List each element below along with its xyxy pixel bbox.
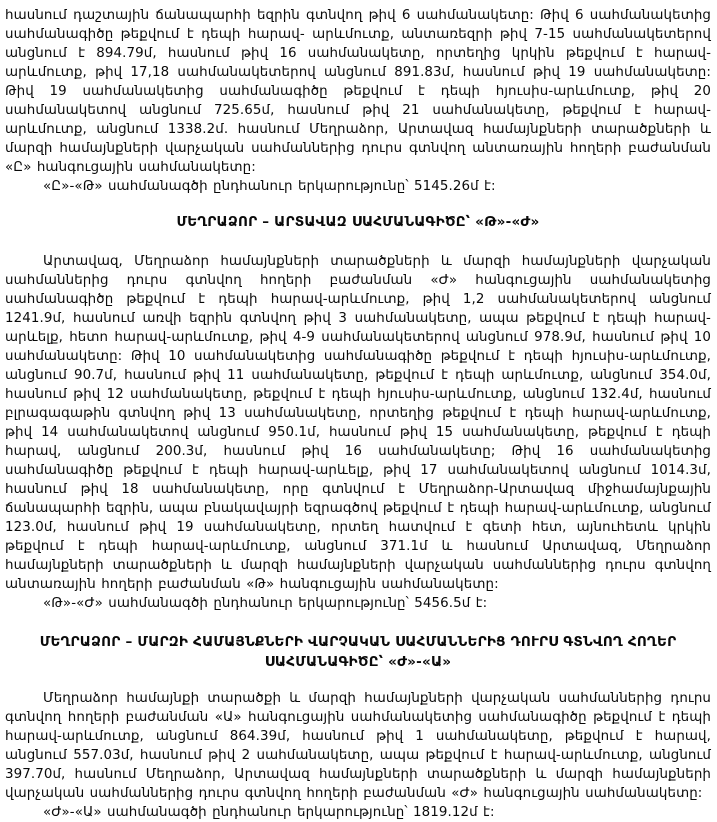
segment-total-length-line-2: «Թ»-«Ժ» սահմանագծի ընդհանուր երկարությունը՝ 5456.5մ է:	[43, 596, 488, 611]
section-heading-meghradzor-artavaz: ՄԵՂՐԱՁՈՐ – ԱՐՏԱՎԱԶ ՍԱՀՄԱՆԱԳԻԾԸ՝ «Թ»-«Ժ»	[176, 214, 540, 230]
boundary-description-paragraph-zh-a: Մեղրաձոր համայնքի տարածքի և մարզի համայնքների վարչական սահմաններից դուրս գտնվող հողերի բաժանման «Ա» հանգուցային սահմանակետից սահմանագիծը թեքվում է դեպի հարավ-արևմուտք, անցնում 864.39մ, հասնում թիվ 1 սահմանակետը, թեքվում է հարավ, անցնում 557.03մ, հասնում թիվ 2 սահմանակետը, ապա թեքվում է հարավ-արևմուտք, անցնում 397.70մ, հասնում Մեղրաձոր, Արտավազ համայնքների տարածքների և մարզի համայնքների վարչական սահմաններից դուրս գտնվող հողերի բաժանման «Ժ» հանգուցային սահմանակետը:	[5, 691, 711, 801]
boundary-description-paragraph-continuation: հասնում դաշտային ճանապարհի եզրին գտնվող թիվ 6 սահմանակետը: Թիվ 6 սահմանակետից սահմանագիծը թեքվում է դեպի հարավ- արևմուտք, անտառեզրի թիվ 7-15 սահմանակետերով անցնում է 894.79մ, հասնում թիվ 16 սահմանակետը, որտեղից կրկին թեքվում է հարավ-արևմուտք, թիվ 17,18 սահմանակետերով անցնում 891.83մ, հասնում թիվ 19 սահմանակետը: Թիվ 19 սահմանակետից սահմանագիծը թեքվում է դեպի հյուսիս-արևմուտք, թիվ 20 սահմանակետով անցնում 725.65մ, հասնում թիվ 21 սահմանակետը, թեքվում է հարավ-արևմուտք, անցնում 1338.2մ. հասնում Մեղրաձոր, Արտավազ համայնքների տարածքների և մարզի համայնքների վարչական սահմաններից դուրս գտնվող անտառային հողերի բաժանման «Ը» հանգուցային սահմանակետը:	[5, 8, 711, 175]
boundary-description-paragraph-th-zh: Արտավազ, Մեղրաձոր համայնքների տարածքների և մարզի համայնքների վարչական սահմաններից դուրս գտնվող հողերի բաժանման «Ժ» հանգուցային սահմանակետից սահմանագիծը թեքվում է դեպի հարավ-արևմուտք, թիվ 1,2 սահմանակետերով անցնում 1241.9մ, հասնում առվի եզրին գտնվող թիվ 3 սահմանակետը, ապա թեքվում է դեպի հարավ-արևելք, հետո հարավ-արևմուտք, թիվ 4-9 սահմանակետերով անցնում 978.9մ, հասնում թիվ 10 սահմանակետը: Թիվ 10 սահմանակետից սահմանագիծը թեքվում է դեպի հյուսիս-արևմուտք, անցնում 90.7մ, հասնում թիվ 11 սահմանակետը, թեքվում է դեպի արևմուտք, անցնում 354.0մ, հասնում թիվ 12 սահմանակետը, թեքվում է դեպի հյուսիս-արևմուտք, անցնում 132.4մ, հասնում բլրագագաթին գտնվող թիվ 13 սահմանակետը, որտեղից թեքվում է դեպի հարավ-արևմուտք, թիվ 14 սահմանակետով անցնում 950.1մ, հասնում թիվ 15 սահմանակետը, թեքվում է դեպի հարավ, անցնում 200.3մ, հասնում թիվ 16 սահմանակետը; Թիվ 16 սահմանակետից սահմանագիծը թեքվում է դեպի հարավ-արևելք, թիվ 17 սահմանակետով անցնում 1014.3մ, հասնում թիվ 18 սահմանակետը, որը գտնվում է Մեղրաձոր-Արտավազ միջհամայնքային ճանապարհի եզրին, ապա բնակավայրի եզրագծով թեքվում է դեպի հարավ-արևմուտք, անցնում 123.0մ, հասնում թիվ 19 սահմանակետը, որտեղ հատվում է գետի հետ, այնուհետև կրկին թեքվում է դեպի հարավ-արևմուտք, անցնում 371.1մ և հասնում Արտավազ, Մեղրաձոր համայնքների տարածքների և մարզի համայնքների վարչական սահմաններից դուրս գտնվող անտառային հողերի բաժանման «Թ» հանգուցային սահմանակետը:	[5, 254, 711, 592]
section-heading-meghradzor-marz-lands: ՄԵՂՐԱՁՈՐ – ՄԱՐԶԻ ՀԱՄԱՅՆՔՆԵՐԻ ՎԱՐՉԱԿԱՆ ՍԱՀՄԱՆՆԵՐԻՑ ԴՈՒՐՍ ԳՏՆՎՈՂ ՀՈՂԵՐ ՍԱՀՄԱՆԱԳԻԾԸ՝ «Ժ»-«Ա»	[39, 634, 677, 670]
segment-total-length-line-1: «Ը»-«Թ» սահմանագծի ընդհանուր երկարությունը՝ 5145.26մ է:	[43, 179, 496, 194]
segment-total-length-line-3: «Ժ»-«Ա» սահմանագծի ընդհանուր երկարությունը՝ 1819.12մ է:	[43, 805, 495, 820]
